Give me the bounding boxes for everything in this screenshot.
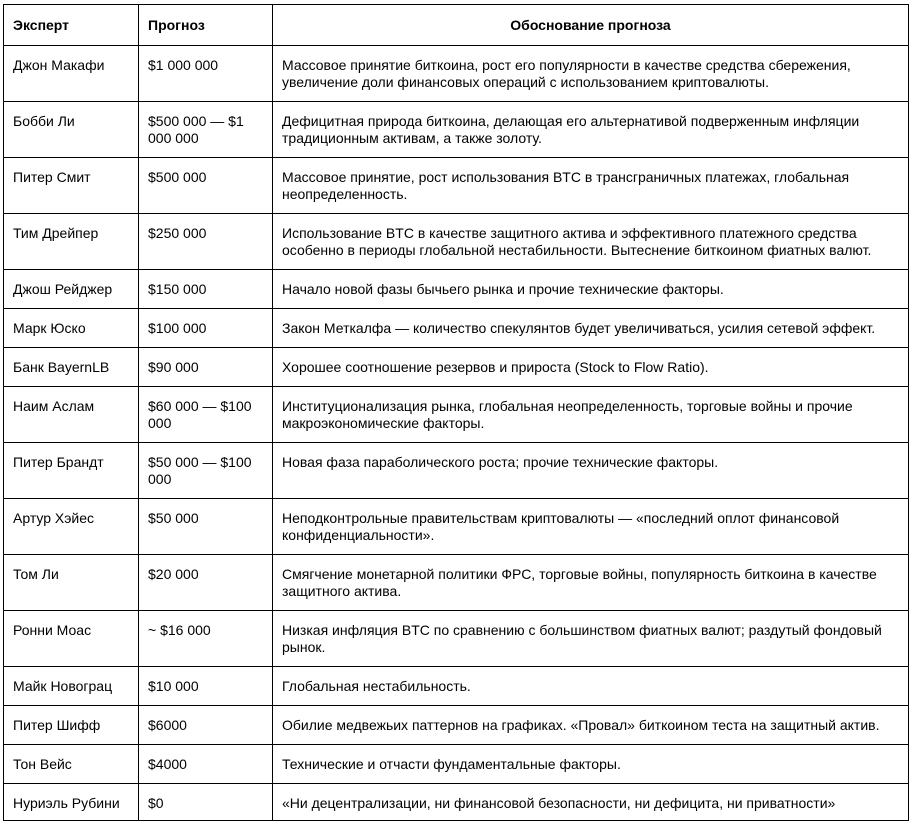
cell-forecast: $20 000 <box>139 555 273 611</box>
cell-expert: Майк Новограц <box>4 667 139 706</box>
cell-expert: Тон Вейс <box>4 745 139 784</box>
cell-forecast: $500 000 — $1 000 000 <box>139 102 273 158</box>
cell-rationale: «Ни децентрализации, ни финансовой безопасности, ни дефицита, ни приватности» <box>273 784 909 821</box>
table-row <box>4 611 909 667</box>
table-row <box>4 443 909 499</box>
cell-forecast: $500 000 <box>139 158 273 214</box>
cell-expert: Тим Дрейпер <box>4 214 139 270</box>
forecast-table <box>3 4 909 821</box>
table-row <box>4 499 909 555</box>
table-row <box>4 270 909 309</box>
cell-rationale: Начало новой фазы бычьего рынка и прочие технические факторы. <box>273 270 909 309</box>
table-row <box>4 102 909 158</box>
cell-expert: Ронни Моас <box>4 611 139 667</box>
cell-expert: Артур Хэйес <box>4 499 139 555</box>
table-row <box>4 214 909 270</box>
cell-rationale: Массовое принятие, рост использования BTC в трансграничных платежах, глобальная неопределенность. <box>273 158 909 214</box>
cell-forecast: $10 000 <box>139 667 273 706</box>
cell-forecast: $50 000 — $100 000 <box>139 443 273 499</box>
cell-forecast: $0 <box>139 784 273 821</box>
cell-rationale: Обилие медвежьих паттернов на графиках. «Провал» биткоином теста на защитный актив. <box>273 706 909 745</box>
cell-forecast: $6000 <box>139 706 273 745</box>
cell-rationale: Использование BTC в качестве защитного актива и эффективного платежного средства особенно в периоды глобальной нестабильности. Вытеснение биткоином фиатных валют. <box>273 214 909 270</box>
cell-expert: Питер Смит <box>4 158 139 214</box>
table-row <box>4 706 909 745</box>
cell-expert: Питер Брандт <box>4 443 139 499</box>
cell-rationale: Хорошее соотношение резервов и прироста (Stock to Flow Ratio). <box>273 348 909 387</box>
table-row <box>4 158 909 214</box>
table-header-row <box>4 5 909 46</box>
table-row <box>4 555 909 611</box>
header-forecast: Прогноз <box>139 5 273 46</box>
cell-rationale: Низкая инфляция BTC по сравнению с большинством фиатных валют; раздутый фондовый рынок. <box>273 611 909 667</box>
cell-expert: Питер Шифф <box>4 706 139 745</box>
cell-expert: Джон Макафи <box>4 46 139 102</box>
cell-forecast: $150 000 <box>139 270 273 309</box>
cell-forecast: $100 000 <box>139 309 273 348</box>
cell-rationale: Закон Меткалфа — количество спекулянтов будет увеличиваться, усилия сетевой эффект. <box>273 309 909 348</box>
cell-rationale: Технические и отчасти фундаментальные факторы. <box>273 745 909 784</box>
cell-rationale: Глобальная нестабильность. <box>273 667 909 706</box>
cell-forecast: ~ $16 000 <box>139 611 273 667</box>
cell-rationale: Смягчение монетарной политики ФРС, торговые войны, популярность биткоина в качестве защитного актива. <box>273 555 909 611</box>
cell-expert: Марк Юско <box>4 309 139 348</box>
cell-expert: Бобби Ли <box>4 102 139 158</box>
header-expert: Эксперт <box>4 5 139 46</box>
cell-rationale: Неподконтрольные правительствам криптовалюты — «последний оплот финансовой конфиденциальности». <box>273 499 909 555</box>
table-row <box>4 309 909 348</box>
table-row <box>4 46 909 102</box>
table-row <box>4 667 909 706</box>
cell-forecast: $250 000 <box>139 214 273 270</box>
cell-rationale: Институционализация рынка, глобальная неопределенность, торговые войны и прочие макроэкономические факторы. <box>273 387 909 443</box>
cell-expert: Банк BayernLB <box>4 348 139 387</box>
cell-forecast: $50 000 <box>139 499 273 555</box>
cell-expert: Том Ли <box>4 555 139 611</box>
cell-rationale: Массовое принятие биткоина, рост его популярности в качестве средства сбережения, увеличение доли финансовых операций с использованием криптовалюты. <box>273 46 909 102</box>
cell-forecast: $60 000 — $100 000 <box>139 387 273 443</box>
cell-rationale: Дефицитная природа биткоина, делающая его альтернативой подверженным инфляции традиционным активам, а также золоту. <box>273 102 909 158</box>
cell-forecast: $90 000 <box>139 348 273 387</box>
cell-expert: Наим Аслам <box>4 387 139 443</box>
header-rationale: Обоснование прогноза <box>273 5 909 46</box>
table-row <box>4 784 909 821</box>
cell-expert: Нуриэль Рубини <box>4 784 139 821</box>
table-row <box>4 387 909 443</box>
cell-forecast: $1 000 000 <box>139 46 273 102</box>
cell-forecast: $4000 <box>139 745 273 784</box>
table-row <box>4 348 909 387</box>
cell-rationale: Новая фаза параболического роста; прочие технические факторы. <box>273 443 909 499</box>
cell-expert: Джош Рейджер <box>4 270 139 309</box>
forecast-table-container <box>3 4 909 821</box>
table-row <box>4 745 909 784</box>
